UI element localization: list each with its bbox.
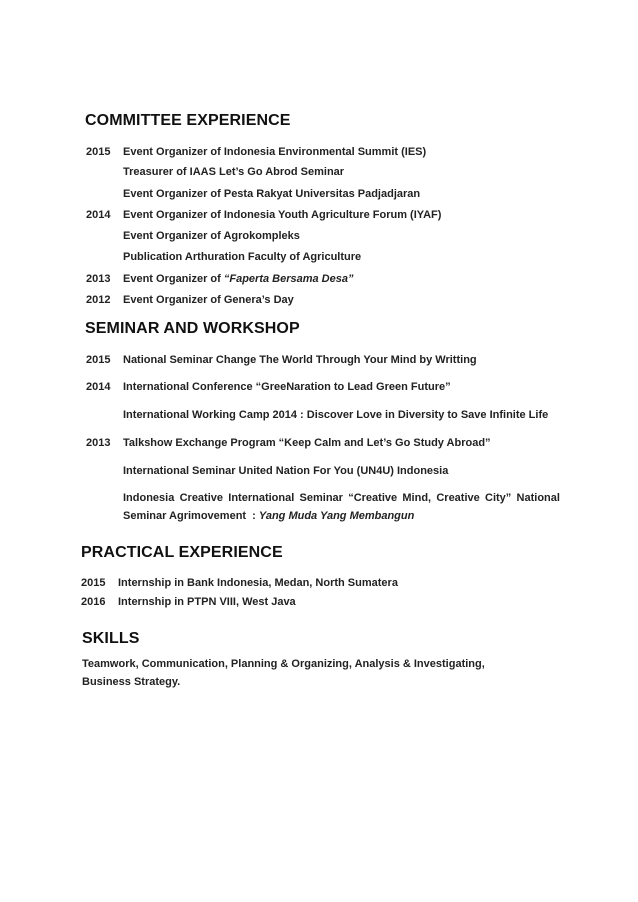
seminar-entry-prefix: Seminar Agrimovement : [123,510,259,522]
committee-entry-prefix: Event Organizer of [123,273,224,285]
practical-entry: Internship in PTPN VIII, West Java [118,596,296,608]
seminar-heading: SEMINAR AND WORKSHOP [85,320,300,337]
word: National [516,492,560,504]
seminar-entry-justified [123,492,560,504]
committee-entry: Event Organizer of Agrokompleks [123,230,300,242]
committee-entry: Publication Arthuration Faculty of Agriculture [123,251,362,263]
seminar-entry: National Seminar Change The World Through Your Mind by Writting [123,354,477,366]
seminar-entry: International Working Camp 2014 : Discover Love in Diversity to Save Infinite Life [123,409,549,421]
committee-year: 2015 [86,146,111,158]
skills-text [82,655,485,691]
seminar-entry: International Seminar United Nation For You (UN4U) Indonesia [123,465,449,477]
committee-entry: Treasurer of IAAS Let’s Go Abrod Seminar [123,166,345,178]
committee-entry-italic: “Faperta Bersama Desa” [223,273,354,285]
skills-heading: SKILLS [82,630,140,647]
seminar-entry: International Conference “GreeNaration to Lead Green Future” [123,381,451,393]
word: “Creative [348,492,398,504]
word: Creative [436,492,480,504]
seminar-year: 2014 [86,381,111,393]
seminar-entry-italic: Yang Muda Yang Membangun [258,510,415,522]
committee-entry: Event Organizer of Indonesia Youth Agriculture Forum (IYAF) [123,209,442,221]
committee-heading: COMMITTEE EXPERIENCE [85,112,291,129]
committee-year: 2014 [86,209,111,221]
committee-entry: Event Organizer of Pesta Rakyat Universitas Padjadjaran [123,188,421,200]
word: City” [485,492,512,504]
skills-line: Business Strategy. [82,676,181,688]
seminar-year: 2015 [86,354,111,366]
word: Indonesia [123,492,175,504]
practical-entry: Internship in Bank Indonesia, Medan, North Sumatera [118,577,398,589]
committee-year: 2012 [86,294,111,306]
committee-entry: Event Organizer of Genera’s Day [123,294,294,306]
word: Seminar [299,492,343,504]
committee-year: 2013 [86,273,111,285]
skills-line: Teamwork, Communication, Planning & Organizing, Analysis & Investigating, [82,658,485,670]
committee-entry [123,273,353,285]
practical-heading: PRACTICAL EXPERIENCE [81,544,283,561]
committee-entry: Event Organizer of Indonesia Environmental Summit (IES) [123,146,427,158]
word: International [228,492,295,504]
seminar-entry: Talkshow Exchange Program “Keep Calm and Let’s Go Study Abroad” [123,437,491,449]
word: Creative [179,492,224,504]
seminar-year: 2013 [86,437,111,449]
word: Mind, [402,492,432,504]
practical-year: 2016 [81,596,106,608]
seminar-entry [123,510,414,522]
practical-year: 2015 [81,577,106,589]
